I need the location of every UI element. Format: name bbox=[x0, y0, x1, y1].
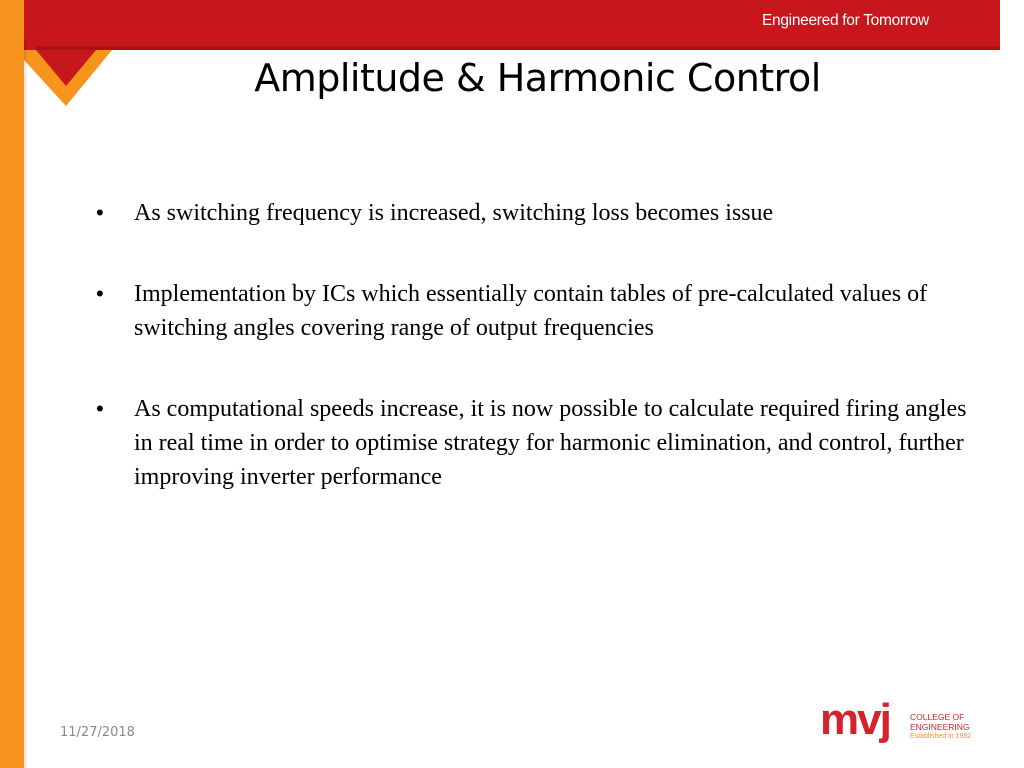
header-tagline: Engineered for Tomorrow bbox=[762, 12, 929, 29]
bullet-list bbox=[96, 196, 986, 494]
bullet-item bbox=[96, 392, 986, 494]
left-accent-bar bbox=[0, 0, 24, 768]
bullet-text: As computational speeds increase, it is now possible to calculate required firing angles in real time in order to optimise strategy for harmonic elimination, and control, further improving inverter performance bbox=[134, 396, 967, 490]
bullet-icon: • bbox=[96, 200, 104, 225]
left-bar-shadow bbox=[24, 40, 28, 768]
bullet-text: Implementation by ICs which essentially contain tables of pre-calculated values of switching angles covering range of output frequencies bbox=[134, 281, 928, 341]
logo-line-established: Established in 1982 bbox=[910, 733, 972, 740]
bullet-icon: • bbox=[96, 396, 104, 421]
logo-line-college: COLLEGE OF bbox=[910, 712, 965, 722]
logo-text bbox=[910, 712, 971, 742]
bullet-text: As switching frequency is increased, switching loss becomes issue bbox=[134, 200, 774, 226]
logo-line-engineering: ENGINEERING bbox=[910, 722, 970, 732]
bullet-item bbox=[96, 196, 986, 230]
college-logo bbox=[820, 695, 980, 752]
bullet-item bbox=[96, 277, 986, 345]
footer-date: 11/27/2018 bbox=[60, 725, 135, 740]
logo-mark: mvj bbox=[820, 695, 890, 744]
slide-title: Amplitude & Harmonic Control bbox=[254, 56, 821, 100]
bullet-icon: • bbox=[96, 281, 104, 306]
